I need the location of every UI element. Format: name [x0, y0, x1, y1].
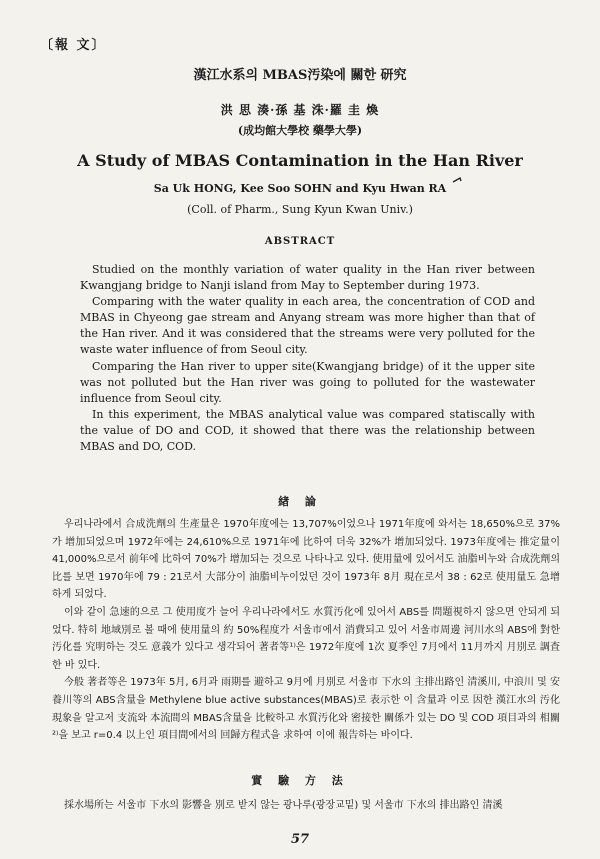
handwritten-mark-icon — [452, 176, 462, 184]
body-paragraph: 이와 같이 急速的으로 그 使用度가 늘어 우리나라에서도 水質汚化에 있어서 ABS를 問題視하지 않으면 안되게 되었다. 特히 地域別로 볼 때에 使用量의 約 50%程度가 서울市에서 消費되고 있어 서울市周邊 河川水의 ABS에 對한 汚化를 究明하는 것도 意義가 있다고 생각되어 著者等¹⁾은 1972年度에 1次 夏季인 7月에서 11月까지 月別로 調査한 바 있다. — [52, 606, 560, 671]
introduction-body — [52, 516, 560, 745]
abstract-paragraph: Comparing with the water quality in each area, the concentration of COD and MBAS in Chyeong gae stream and Anyang stream was more higher than that of the Han river. And it was considered that the streams were very polluted for the waste water influence of from Seoul city. — [80, 295, 535, 357]
methods-body — [52, 797, 560, 815]
article-type-tag: 〔報 文〕 — [40, 38, 107, 53]
body-paragraph: 今般 著者等은 1973年 5月, 6月과 雨期를 避하고 9月에 月別로 서울市 下水의 主排出路인 清溪川, 中浪川 및 安養川等의 ABS含量을 Methylene blue active substances(MBAS)로 表示한 이 含量과 이로 因한 漢江水의 汚化現象을 알고저 支流와 本流間의 MBAS含量을 比較하고 水質汚化와 密接한 關係가 있는 DO 및 COD 項目과의 相關²⁾을 보고 r=0.4 以上인 項目間에서의 回歸方程式을 求하여 이에 報告하는 바이다. — [52, 677, 560, 742]
abstract-paragraph: Studied on the monthly variation of water quality in the Han river between Kwangjang bridge to Nanji island from May to September during 1973. — [80, 263, 535, 293]
page-number: 57 — [290, 832, 310, 847]
body-paragraph: 우리나라에서 合成洗劑의 生產量은 1970年度에는 13,707%이었으나 1971年度에 와서는 18,650%으로 37%가 增加되었으며 1972年에는 24,610%으로 1971年에 比하여 더욱 32%가 增加되었다. 1973年度에는 推定量이 41,000%으로서 前年에 比하여 70%가 增加되는 것으로 나타나고 있다. 使用量에 있어서도 油脂비누와 合成洗劑의 比를 보면 1970年에 79 : 21로서 大部分이 油脂비누이었던 것이 1973年 8月 現在로서 38 : 62로 使用量도 急增하게 되었다. — [52, 519, 560, 601]
abstract-paragraph: Comparing the Han river to upper site(Kwangjang bridge) of it the upper site was not polluted but the Han river was going to polluted for the wastewater influence from Seoul city. — [80, 359, 535, 405]
body-paragraph: 採水場所는 서울市 下水의 影響을 別로 받지 않는 광나루(광장교밑) 및 서울市 下水의 排出路인 清溪 — [64, 800, 503, 811]
abstract-body — [80, 262, 535, 455]
abstract-paragraph: In this experiment, the MBAS analytical value was compared statiscally with the value of DO and COD, it showed that there was the relationship between MBAS and DO, COD. — [80, 407, 535, 454]
methods-heading: 實 驗 方 法 — [251, 774, 349, 787]
korean-affiliation: (成均館大學校 藥學大學) — [237, 124, 363, 137]
english-affiliation: (Coll. of Pharm., Sung Kyun Kwan Univ.) — [187, 203, 413, 216]
korean-authors: 洪 思 湊·孫 基 洙·羅 圭 煥 — [220, 103, 380, 117]
english-title: A Study of MBAS Contamination in the Han River — [77, 151, 523, 170]
english-authors: Sa Uk HONG, Kee Soo SOHN and Kyu Hwan RA — [153, 182, 447, 195]
introduction-heading: 緖 論 — [278, 495, 322, 508]
abstract-heading: ABSTRACT — [264, 236, 336, 247]
korean-title: 漢江水系의 MBAS汚染에 關한 研究 — [193, 68, 407, 83]
